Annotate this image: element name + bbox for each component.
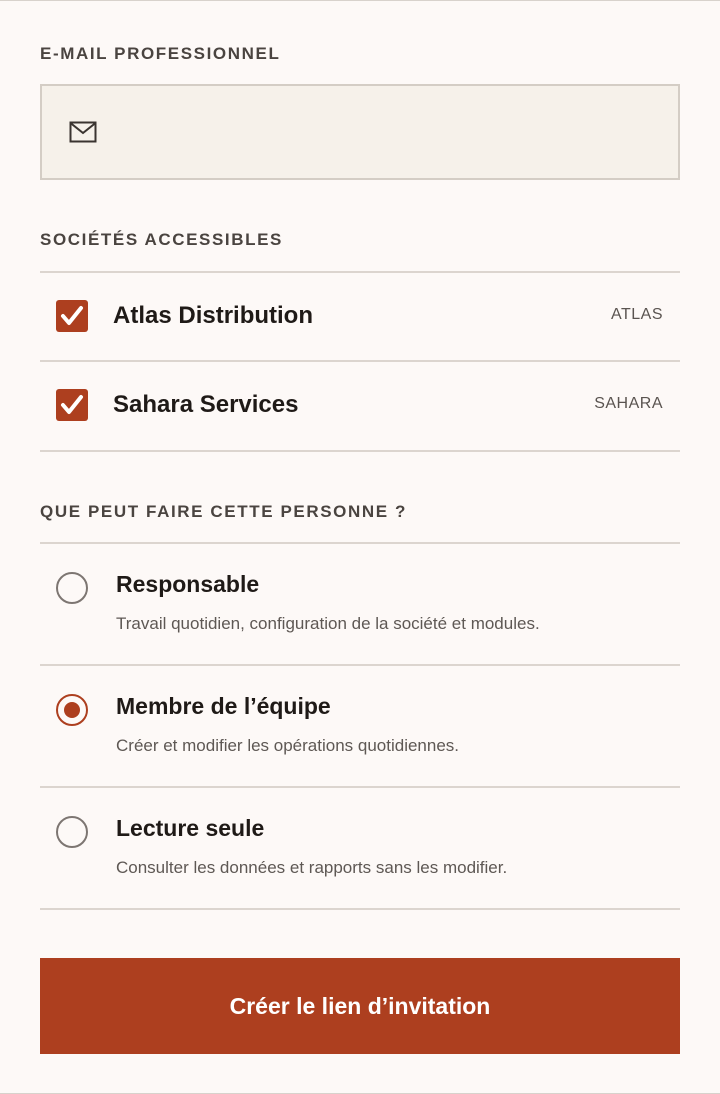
role-description: Créer et modifier les opérations quotidiennes. [116,736,460,755]
email-label: E-MAIL PROFESSIONNEL [40,44,281,63]
role-option-responsable[interactable] [40,544,680,664]
email-input[interactable] [118,86,668,178]
email-field[interactable] [40,84,680,180]
company-name: Sahara Services [113,391,299,418]
create-invitation-link-button[interactable]: Créer le lien d’invitation [40,958,680,1054]
divider [40,908,680,910]
role-radio[interactable] [56,816,88,848]
role-option-membre[interactable] [40,666,680,786]
role-description: Travail quotidien, configuration de la société et modules. [116,614,540,633]
role-radio[interactable] [56,572,88,604]
role-title: Lecture seule [116,815,265,841]
company-checkbox-atlas[interactable] [56,300,88,332]
role-description: Consulter les données et rapports sans les modifier. [116,858,508,877]
roles-label: QUE PEUT FAIRE CETTE PERSONNE ? [40,502,407,521]
role-option-lecture[interactable] [40,788,680,908]
company-code: SAHARA [594,395,663,412]
role-title: Membre de l’équipe [116,693,331,719]
company-row-atlas[interactable] [40,273,680,361]
divider [40,450,680,452]
company-row-sahara[interactable] [40,362,680,450]
company-checkbox-sahara[interactable] [56,389,88,421]
company-name: Atlas Distribution [113,302,314,329]
role-radio-selected[interactable] [56,694,88,726]
company-code: ATLAS [611,306,663,323]
companies-label: SOCIÉTÉS ACCESSIBLES [40,230,283,249]
role-title: Responsable [116,571,260,597]
mail-icon [69,121,97,143]
